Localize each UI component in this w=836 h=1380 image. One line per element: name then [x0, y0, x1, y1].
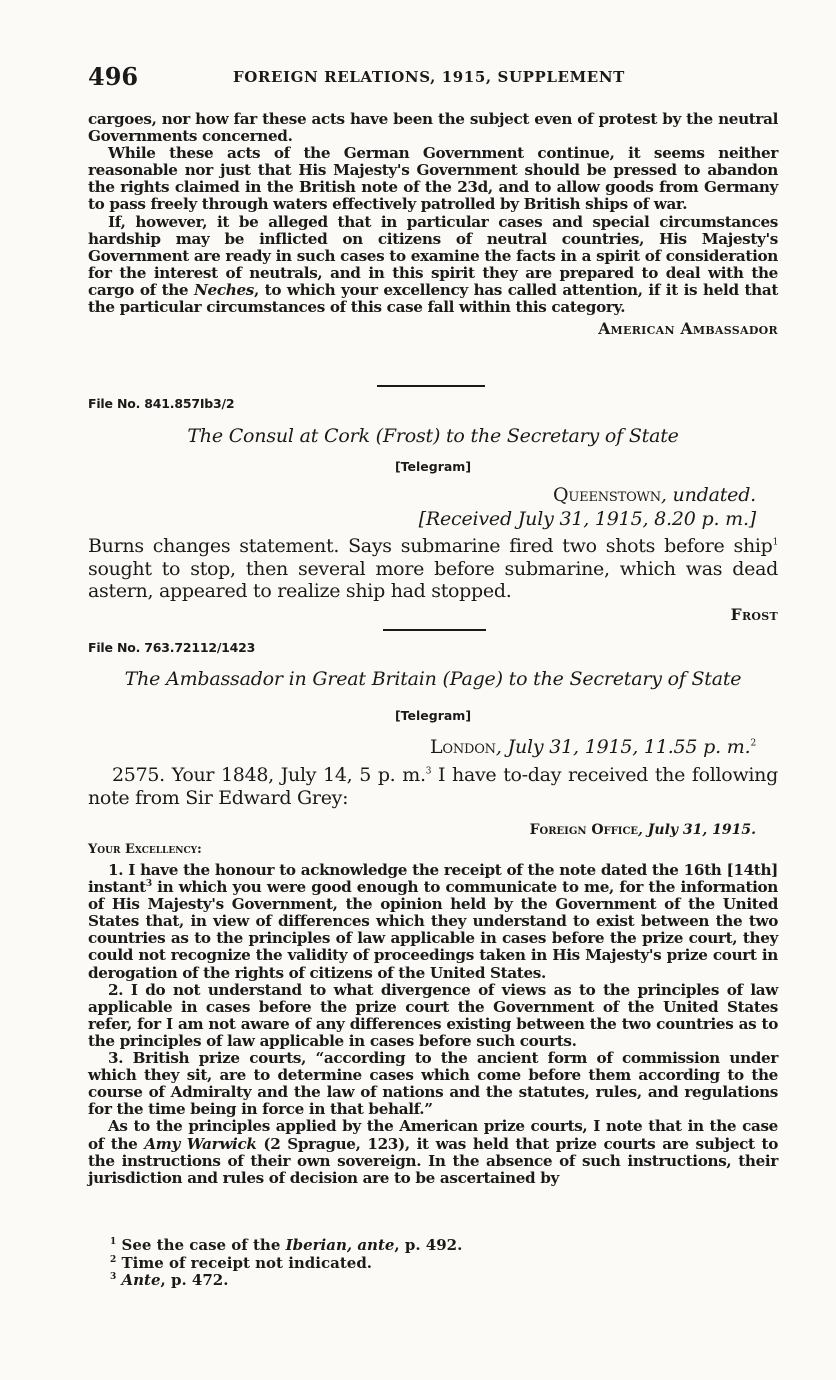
telegram-body — [88, 535, 778, 624]
footnote: $^1$ See the case of the Iberian, ante, p. 492. — [110, 1236, 463, 1254]
continued-note — [88, 111, 778, 338]
telegram-label: [Telegram] — [394, 459, 472, 474]
paragraph: 2575. Your 1848, July 14, 5 p. m.$^3$ I have to-day received the following note from Sir Edward Grey: — [88, 764, 778, 809]
document-title: The Consul at Cork (Frost) to the Secretary of State — [187, 425, 679, 447]
paragraph: 3. British prize courts, “according to the ancient form of commission under which they sit, are to determine cases which come before them according to the course of Admiralty and the law of nations and the statutes, rules, and regulations for the time being in force in that behalf.” — [88, 1049, 778, 1119]
page-header — [88, 62, 778, 90]
page-number: 496 — [88, 62, 139, 91]
dateline: Queenstown, undated. — [553, 484, 756, 506]
running-head: FOREIGN RELATIONS, 1915, SUPPLEMENT — [233, 68, 625, 86]
paragraph: cargoes, nor how far these acts have been the subject even of protest by the neutral Governments concerned. — [88, 110, 778, 146]
dateline: London, July 31, 1915, 11.55 p. m.$^2$ — [429, 736, 756, 758]
paragraph: 1. I have the honour to acknowledge the receipt of the note dated the 16th [14th] instant$^3$ in which you were good enough to communicate to me, for the information of His Majesty's Government, the opinion held by the Government of the United States that, in view of differences which they understand to exist between the two countries as to the principles of law applicable in cases before the prize court, they could not recognize the validity of proceedings taken in His Majesty's prize court in derogation of the rights of citizens of the United States. — [88, 861, 778, 982]
footnotes — [110, 1237, 770, 1290]
telegram-label: [Telegram] — [394, 708, 472, 723]
paragraph: 2. I do not understand to what divergence of views as to the principles of law applicable in cases before the prize court the Government of the United States refer, for I am not aware of any differences existing between the two countries as to the principles of law applicable in cases before such courts. — [88, 980, 778, 1050]
separator-rule — [383, 629, 486, 631]
signature: American Ambassador — [598, 319, 778, 339]
paragraph: If, however, it be alleged that in particular cases and special circumstances hardship may be inflicted on citizens of neutral countries, His Majesty's Government are ready in such cases to examine the facts in a spirit of consideration for the interest of neutrals, and in this spirit they are prepared to deal with the cargo of the Neches, to which your excellency has called attention, if it is held that the particular circumstances of this case fall within this category. — [88, 212, 778, 317]
telegram-body — [88, 764, 778, 809]
grey-note — [88, 862, 778, 1187]
note-dateline: Foreign Office, July 31, 1915. — [529, 822, 756, 838]
separator-rule — [377, 385, 485, 387]
file-number: File No. 841.857Ib3/2 — [88, 396, 235, 411]
footnote: $^2$ Time of receipt not indicated. — [110, 1253, 373, 1272]
paragraph: Burns changes statement. Says submarine fired two shots before ship$^1$ sought to stop, then several more before submarine, which was dead astern, appeared to realize ship had stopped. — [88, 535, 778, 602]
document-title: The Ambassador in Great Britain (Page) to the Secretary of State — [124, 668, 742, 690]
received-line: [Received July 31, 1915, 8.20 p. m.] — [418, 508, 756, 530]
signature: Frost — [730, 604, 778, 624]
salutation: Your Excellency: — [88, 842, 202, 857]
file-number: File No. 763.72112/1423 — [88, 640, 256, 655]
paragraph: While these acts of the German Government continue, it seems neither reasonable nor just that His Majesty's Government should be pressed to abandon the rights claimed in the British note of the 23d, and to allow goods from Germany to pass freely through waters effectively patrolled by British ships of war. — [88, 144, 778, 214]
footnote: $^3$ Ante, p. 472. — [110, 1271, 229, 1289]
paragraph: As to the principles applied by the American prize courts, I note that in the case of the Amy Warwick (2 Sprague, 123), it was held that prize courts are subject to the instructions of their own sovereign. In the absence of such instructions, their jurisdiction and rules of decision are to be ascertained by — [88, 1117, 778, 1187]
